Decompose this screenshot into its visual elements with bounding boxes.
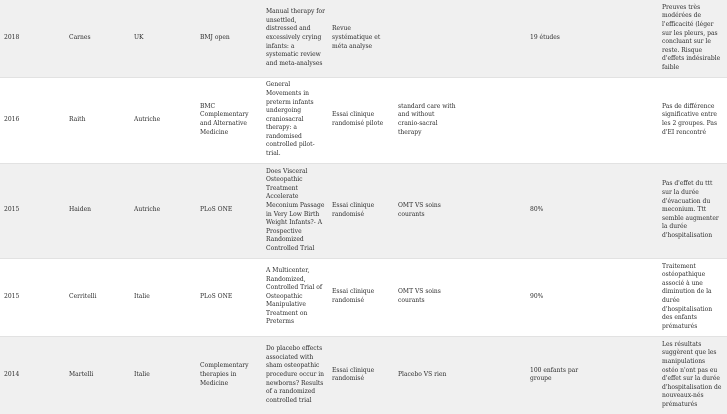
sample-cell: 90% bbox=[530, 258, 596, 336]
empty-cell bbox=[596, 163, 662, 258]
empty-cell bbox=[596, 336, 662, 414]
sample-cell: 80% bbox=[530, 163, 596, 258]
table-row bbox=[0, 77, 727, 163]
sample-cell: 19 études bbox=[530, 33, 560, 41]
country-cell: Italie bbox=[134, 258, 200, 336]
empty-cell bbox=[464, 0, 530, 77]
country-cell: Italie bbox=[134, 336, 200, 414]
journal-cell: BMC Complementary and Alternative Medicine bbox=[200, 77, 266, 163]
journal-cell: PLoS ONE bbox=[200, 258, 266, 336]
empty-cell bbox=[464, 258, 530, 336]
comparison-cell: Placebo VS rien bbox=[398, 336, 464, 414]
author-cell: Raith bbox=[67, 77, 134, 163]
empty-cell bbox=[596, 258, 662, 336]
title-cell: Manual therapy for unsettled, distressed and excessively crying infants: a systematic review and meta-analyses bbox=[266, 8, 325, 67]
study-type-cell: Essai clinique randomisé bbox=[332, 163, 398, 258]
comparison-cell: OMT VS soins courants bbox=[398, 163, 464, 258]
year-cell: 2016 bbox=[0, 77, 67, 163]
author-cell: Martelli bbox=[67, 336, 134, 414]
year-cell: 2014 bbox=[0, 336, 67, 414]
table-row bbox=[0, 0, 727, 77]
study-type-cell: Essai clinique randomisé bbox=[332, 336, 398, 414]
comparison-cell: OMT VS soins courants bbox=[398, 258, 464, 336]
comparison-cell bbox=[398, 0, 464, 77]
conclusion-cell: Preuves très modérées de l'efficacité (léger sur les pleurs, pas concluant sur le reste. Risque d'effets indésirable faible bbox=[662, 3, 721, 72]
author-cell: Haiden bbox=[67, 163, 134, 258]
empty-cell bbox=[596, 77, 662, 163]
empty-cell bbox=[464, 163, 530, 258]
study-type-cell: Revue systématique et méta analyse bbox=[332, 25, 381, 50]
title-cell: A Multicenter, Randomized, Controlled Trial of Osteopathic Manipulative Treatment on Preterms bbox=[266, 258, 332, 336]
table-row bbox=[0, 163, 727, 258]
conclusion-cell: Pas de différence significative entre les 2 groupes. Pas d'EI rencontré bbox=[662, 77, 727, 163]
country-cell: Autriche bbox=[134, 163, 200, 258]
sample-cell bbox=[530, 77, 596, 163]
title-cell: General Movements in preterm infants undergoing craniosacral therapy: a randomised controlled pilot- trial. bbox=[266, 77, 332, 163]
empty-cell bbox=[464, 77, 530, 163]
author-cell: Cerritelli bbox=[67, 258, 134, 336]
empty-cell bbox=[464, 336, 530, 414]
conclusion-cell: Pas d'effet du ttt sur la durée d'évacuation du meconium. Ttt semble augmenter la durée d'hospitalisation bbox=[662, 163, 727, 258]
journal-cell: BMJ open bbox=[200, 33, 230, 41]
year-cell: 2018 bbox=[4, 33, 20, 41]
study-type-cell: Essai clinique randomisé bbox=[332, 258, 398, 336]
year-cell: 2015 bbox=[0, 163, 67, 258]
journal-cell: PLoS ONE bbox=[200, 163, 266, 258]
sample-cell: 100 enfants par groupe bbox=[530, 336, 596, 414]
author-cell: Carnes bbox=[69, 33, 91, 41]
comparison-cell: standard care with and without cranio-sacral therapy bbox=[398, 77, 464, 163]
title-cell: Do placebo effects associated with sham osteopathic procedure occur in newborns? Results of a randomized controlled trial bbox=[266, 336, 332, 414]
table-row bbox=[0, 258, 727, 336]
table-row bbox=[0, 336, 727, 414]
title-cell: Does Visceral Osteopathic Treatment Accelerate Meconium Passage in Very Low Birth Weight Infants?- A Prospective Randomized Controlled Trial bbox=[266, 163, 332, 258]
empty-cell bbox=[596, 0, 662, 77]
journal-cell: Complementary therapies in Medicine bbox=[200, 336, 266, 414]
country-cell: Autriche bbox=[134, 77, 200, 163]
conclusion-cell: Traitement ostéopathique associé à une diminution de la durée d'hospitalisation des enfants prématurés bbox=[662, 258, 727, 336]
country-cell: UK bbox=[134, 33, 144, 41]
year-cell: 2015 bbox=[0, 258, 67, 336]
conclusion-cell: Les résultats suggèrent que les manipulations ostéo n'ont pas eu d'effet sur la durée d'hospitalisation de nouveaux-nés prématurés bbox=[662, 336, 727, 414]
study-type-cell: Essai clinique randomisé pilote bbox=[332, 77, 398, 163]
